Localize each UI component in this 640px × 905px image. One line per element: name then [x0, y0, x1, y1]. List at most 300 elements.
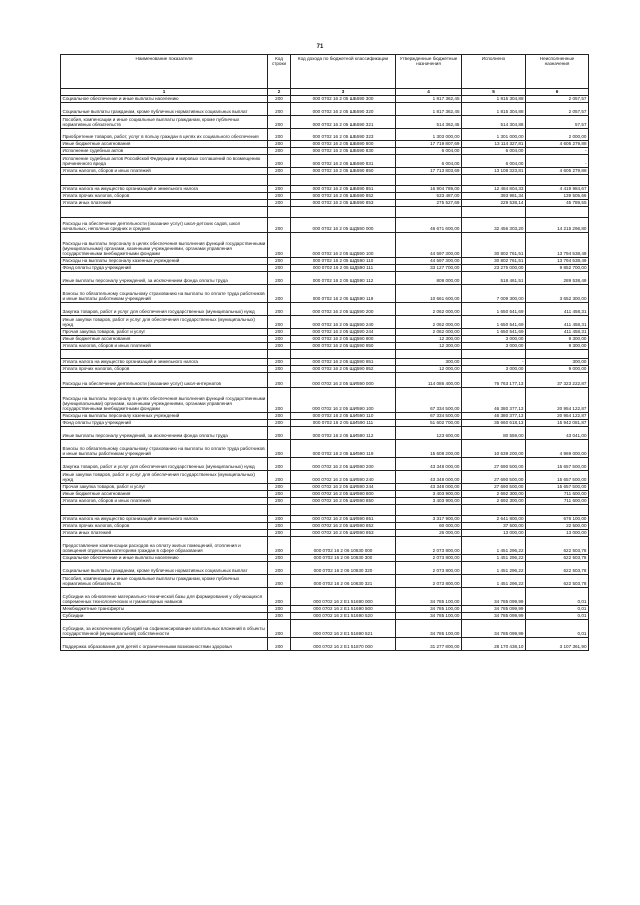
row-approved: 1 817 362,45: [396, 95, 462, 102]
row-unexecuted: 622 503,78: [526, 561, 589, 574]
table-row: [61, 365, 589, 372]
row-kbk: 000 0702 16 2 05 ШИ590 110: [291, 412, 396, 419]
row-kbk: 000 0702 16 2 05 ШИ590 851: [291, 515, 396, 522]
table-row: [61, 154, 589, 167]
row-approved: 12 300,00: [396, 335, 462, 342]
row-approved: 1 817 362,45: [396, 102, 462, 115]
row-approved: 44 597 300,00: [396, 232, 462, 257]
table-row: [61, 522, 589, 529]
table-row: [61, 174, 589, 185]
row-code: 200: [268, 102, 291, 115]
row-unexecuted: 0,01: [526, 605, 589, 612]
table-row: [61, 185, 589, 192]
row-kbk: 000 0702 16 2 05 ШИ590 111: [291, 419, 396, 426]
row-approved: 808 000,00: [396, 271, 462, 284]
row-approved: 67 334 500,00: [396, 412, 462, 419]
table-row: [61, 284, 589, 302]
row-unexecuted: -: [526, 147, 589, 154]
row-approved: 26 000,00: [396, 529, 462, 536]
row-unexecuted: 22 500,00: [526, 522, 589, 529]
row-code: 200: [268, 619, 291, 637]
row-approved: 17 713 803,69: [396, 167, 462, 174]
row-code: [268, 504, 291, 515]
row-unexecuted: 4 605 279,88: [526, 167, 589, 174]
row-unexecuted: 139 505,66: [526, 192, 589, 199]
row-approved: 2 062 000,00: [396, 315, 462, 328]
row-unexecuted: 45 789,55: [526, 199, 589, 206]
table-row: [61, 426, 589, 439]
column-number: 1: [61, 89, 268, 96]
row-name: Уплата налога на имущество организаций и земельного налога: [61, 185, 268, 192]
row-approved: 46 671 600,00: [396, 217, 462, 232]
row-executed: 6 004,00: [462, 147, 526, 154]
row-name: Прочая закупка товаров, работ и услуг: [61, 328, 268, 335]
header-indicator-name: Наименование показателя: [61, 55, 268, 89]
row-code: 200: [268, 637, 291, 650]
row-executed: 80 559,00: [462, 426, 526, 439]
row-unexecuted: [526, 504, 589, 515]
row-name: Социальные выплаты гражданам, кроме публичных нормативных социальных выплат: [61, 561, 268, 574]
row-code: 200: [268, 497, 291, 504]
row-approved: 3 403 900,00: [396, 490, 462, 497]
row-kbk: 000 0702 16 2 05 ШБ590 323: [291, 128, 396, 140]
row-executed: 13 108 323,81: [462, 167, 526, 174]
row-unexecuted: [526, 174, 589, 185]
row-unexecuted: 20 954 122,87: [526, 387, 589, 412]
row-name: Социальное обеспечение и иные выплаты населению: [61, 554, 268, 561]
row-approved: 17 719 807,69: [396, 140, 462, 147]
row-unexecuted: 9 300,00: [526, 342, 589, 349]
row-name: [61, 174, 268, 185]
row-executed: 76 763 177,13: [462, 372, 526, 387]
row-code: 200: [268, 232, 291, 257]
row-executed: 1 650 541,69: [462, 302, 526, 315]
table-row: [61, 342, 589, 349]
row-code: 200: [268, 365, 291, 372]
row-code: 200: [268, 536, 291, 554]
row-name: Уплата налога на имущество организаций и земельного налога: [61, 358, 268, 365]
row-unexecuted: [526, 206, 589, 217]
row-executed: 393 981,34: [462, 192, 526, 199]
row-unexecuted: 43 041,00: [526, 426, 589, 439]
row-name: Субсидии: [61, 612, 268, 619]
row-approved: 34 785 100,00: [396, 587, 462, 605]
table-row: [61, 529, 589, 536]
row-executed: 1 451 296,22: [462, 574, 526, 587]
row-kbk: 000 0702 16 2 E1 51870 000: [291, 637, 396, 650]
row-name: Закупка товаров, работ и услуг для обеспечения государственных (муниципальных) нужд: [61, 302, 268, 315]
row-approved: 34 785 100,00: [396, 605, 462, 612]
row-kbk: [291, 504, 396, 515]
row-code: 200: [268, 387, 291, 412]
row-executed: 34 785 099,99: [462, 612, 526, 619]
row-code: 200: [268, 561, 291, 574]
row-unexecuted: 300,00: [526, 358, 589, 365]
table-row: [61, 167, 589, 174]
row-name: Прочая закупка товаров, работ и услуг: [61, 483, 268, 490]
row-approved: 2 062 000,00: [396, 302, 462, 315]
row-unexecuted: 676 100,00: [526, 515, 589, 522]
row-code: 200: [268, 457, 291, 470]
row-unexecuted: 20 954 122,87: [526, 412, 589, 419]
row-unexecuted: 0,01: [526, 619, 589, 637]
table-row: [61, 490, 589, 497]
table-row: [61, 574, 589, 587]
row-kbk: 000 0702 16 2 05 ШИ590 119: [291, 439, 396, 457]
row-name: Уплата иных платежей: [61, 529, 268, 536]
row-name: Иные выплаты персоналу учреждений, за исключением фонда оплаты труда: [61, 271, 268, 284]
row-approved: 44 597 300,00: [396, 257, 462, 264]
row-unexecuted: 4 419 984,67: [526, 185, 589, 192]
row-kbk: 000 0702 16 2 05 ШБ590 853: [291, 199, 396, 206]
row-name: Иные закупки товаров, работ и услуг для обеспечения государственных (муниципальных) нужд: [61, 315, 268, 328]
row-executed: 27 690 500,00: [462, 457, 526, 470]
row-unexecuted: 13 794 538,49: [526, 257, 589, 264]
table-row: [61, 387, 589, 412]
row-approved: [396, 206, 462, 217]
row-approved: 6 004,00: [396, 154, 462, 167]
table-row: [61, 232, 589, 257]
row-executed: 32 456 303,20: [462, 217, 526, 232]
row-name: Расходы на выплаты персоналу казенных учреждений: [61, 412, 268, 419]
row-executed: 3 000,00: [462, 335, 526, 342]
table-row: [61, 497, 589, 504]
table-row: [61, 102, 589, 115]
row-kbk: 000 0702 16 2 05 ШД590 850: [291, 342, 396, 349]
row-name: Уплата налогов, сборов и иных платежей: [61, 342, 268, 349]
row-code: 200: [268, 95, 291, 102]
table-row: [61, 128, 589, 140]
row-code: 200: [268, 587, 291, 605]
table-row: [61, 372, 589, 387]
row-name: Поддержка образования для детей с ограниченными возможностями здоровья: [61, 637, 268, 650]
row-approved: [396, 349, 462, 358]
row-name: Фонд оплаты труда учреждений: [61, 419, 268, 426]
row-code: [268, 349, 291, 358]
table-row: [61, 315, 589, 328]
row-executed: 1 815 304,88: [462, 95, 526, 102]
column-number: 4: [396, 89, 462, 96]
row-code: 200: [268, 554, 291, 561]
row-name: Иные бюджетные ассигнования: [61, 490, 268, 497]
row-approved: 3 317 900,00: [396, 515, 462, 522]
row-unexecuted: 15 942 081,87: [526, 419, 589, 426]
table-row: [61, 619, 589, 637]
row-executed: [462, 206, 526, 217]
row-unexecuted: 57,57: [526, 115, 589, 128]
column-number: 6: [526, 89, 589, 96]
row-approved: 3 403 900,00: [396, 497, 462, 504]
row-executed: 1 650 541,69: [462, 328, 526, 335]
row-approved: 15 608 200,00: [396, 439, 462, 457]
row-kbk: 000 0702 16 2 05 ШБ590 852: [291, 192, 396, 199]
row-name: Закупка товаров, работ и услуг для обеспечения государственных (муниципальных) нужд: [61, 457, 268, 470]
row-code: 200: [268, 412, 291, 419]
table-row: [61, 439, 589, 457]
row-name: Уплата налогов, сборов и иных платежей: [61, 167, 268, 174]
row-executed: 518 461,51: [462, 271, 526, 284]
row-unexecuted: 622 503,78: [526, 574, 589, 587]
row-name: Социальное обеспечение и иные выплаты населению: [61, 95, 268, 102]
table-row: [61, 515, 589, 522]
row-executed: 13 000,00: [462, 529, 526, 536]
row-name: Уплата прочих налогов, сборов: [61, 365, 268, 372]
row-code: 200: [268, 147, 291, 154]
row-approved: 43 348 000,00: [396, 483, 462, 490]
row-kbk: 000 0702 16 2 05 ШД590 110: [291, 257, 396, 264]
row-kbk: 000 0702 16 2 05 ШД590 200: [291, 302, 396, 315]
table-row: [61, 147, 589, 154]
row-unexecuted: 289 538,49: [526, 271, 589, 284]
table-row: [61, 536, 589, 554]
row-name: Пособия, компенсации и иные социальные выплаты гражданам, кроме публичных нормативных обязательств: [61, 115, 268, 128]
row-kbk: 000 0702 16 2 05 ШИ590 850: [291, 497, 396, 504]
row-kbk: 000 0702 16 2 05 ШД590 851: [291, 358, 396, 365]
row-kbk: 000 0702 16 2 06 10630 320: [291, 561, 396, 574]
row-approved: 1 303 000,00: [396, 128, 462, 140]
row-unexecuted: 9 852 700,00: [526, 264, 589, 271]
row-name: Иные бюджетные ассигнования: [61, 140, 268, 147]
row-code: 200: [268, 342, 291, 349]
row-kbk: 000 0702 16 2 05 ШД590 100: [291, 232, 396, 257]
row-unexecuted: 622 503,78: [526, 536, 589, 554]
table-row: [61, 95, 589, 102]
row-executed: 229 538,14: [462, 199, 526, 206]
row-unexecuted: 711 600,00: [526, 497, 589, 504]
row-executed: 10 639 200,00: [462, 439, 526, 457]
row-unexecuted: 3 107 361,90: [526, 637, 589, 650]
row-code: 200: [268, 483, 291, 490]
row-approved: 300,00: [396, 358, 462, 365]
row-approved: [396, 504, 462, 515]
row-unexecuted: 15 657 500,00: [526, 483, 589, 490]
row-kbk: 000 0702 16 2 05 ШД590 244: [291, 328, 396, 335]
column-number: 2: [268, 89, 291, 96]
row-kbk: 000 0702 16 2 05 ШИ590 000: [291, 372, 396, 387]
row-unexecuted: 411 458,31: [526, 302, 589, 315]
row-name: Иные закупки товаров, работ и услуг для обеспечения государственных (муниципальных) нужд: [61, 470, 268, 483]
row-approved: 31 277 800,00: [396, 637, 462, 650]
row-name: Уплата налога на имущество организаций и земельного налога: [61, 515, 268, 522]
row-executed: 6 004,00: [462, 154, 526, 167]
table-row: [61, 587, 589, 605]
row-executed: 34 785 099,99: [462, 587, 526, 605]
row-executed: 35 660 618,13: [462, 419, 526, 426]
row-kbk: 000 0702 16 2 05 ШИ590 200: [291, 457, 396, 470]
row-approved: 2 073 800,00: [396, 574, 462, 587]
row-approved: 33 127 700,00: [396, 264, 462, 271]
row-code: 200: [268, 185, 291, 192]
table-row: [61, 637, 589, 650]
row-code: 200: [268, 192, 291, 199]
row-kbk: 000 0702 16 2 05 ШБ590 321: [291, 115, 396, 128]
row-name: Пособия, компенсации и иные социальные выплаты гражданам, кроме публичных нормативных обязательств: [61, 574, 268, 587]
table-row: [61, 554, 589, 561]
row-kbk: 000 0702 16 2 05 ШБ590 830: [291, 147, 396, 154]
row-code: 200: [268, 419, 291, 426]
row-unexecuted: 9 300,00: [526, 335, 589, 342]
table-row: [61, 302, 589, 315]
table-row: [61, 271, 589, 284]
row-executed: 1 301 000,00: [462, 128, 526, 140]
row-name: Взносы по обязательному социальному страхованию на выплаты по оплате труда работников и иные выплаты работникам учреждений: [61, 284, 268, 302]
row-approved: 6 004,00: [396, 147, 462, 154]
row-code: 200: [268, 128, 291, 140]
row-approved: 34 785 100,00: [396, 619, 462, 637]
column-number: 5: [462, 89, 526, 96]
table-row: [61, 605, 589, 612]
row-code: 200: [268, 372, 291, 387]
row-executed: 23 275 000,00: [462, 264, 526, 271]
table-row: [61, 470, 589, 483]
header-line-code: Код строки: [268, 55, 291, 89]
table-row: [61, 457, 589, 470]
table-row: [61, 335, 589, 342]
row-name: Социальные выплаты гражданам, кроме публичных нормативных социальных выплат: [61, 102, 268, 115]
row-approved: 2 073 800,00: [396, 554, 462, 561]
row-approved: 16 904 789,00: [396, 185, 462, 192]
row-unexecuted: 13 000,00: [526, 529, 589, 536]
row-unexecuted: 711 600,00: [526, 490, 589, 497]
row-executed: 46 380 377,13: [462, 412, 526, 419]
header-approved: Утвержденные бюджетные назначения: [396, 55, 462, 89]
row-executed: [462, 349, 526, 358]
row-executed: 3 000,00: [462, 342, 526, 349]
table-row: [61, 192, 589, 199]
row-kbk: 000 0702 16 2 05 ШД590 111: [291, 264, 396, 271]
column-number-row: [61, 89, 589, 96]
row-approved: 60 000,00: [396, 522, 462, 529]
table-row: [61, 483, 589, 490]
row-code: 200: [268, 264, 291, 271]
row-kbk: 000 0702 16 2 05 ШД590 240: [291, 315, 396, 328]
row-approved: 514 362,45: [396, 115, 462, 128]
row-approved: [396, 174, 462, 185]
row-code: 200: [268, 315, 291, 328]
row-executed: 1 451 296,22: [462, 554, 526, 561]
row-kbk: 000 0702 16 2 05 ШБ590 831: [291, 154, 396, 167]
row-name: Субсидии на обновление материально-технической базы для формирования у обучающихся современных технологических и гуманитарных навыков: [61, 587, 268, 605]
table-row: [61, 140, 589, 147]
page-number: 71: [316, 44, 324, 50]
row-kbk: 000 0702 16 2 05 ШИ590 800: [291, 490, 396, 497]
row-name: Расходы на обеспечение деятельности (оказание услуг) школ-детских садов, школ начальных, неполных средних и средних: [61, 217, 268, 232]
row-kbk: 000 0702 16 2 06 10630 000: [291, 536, 396, 554]
row-code: 200: [268, 140, 291, 147]
row-unexecuted: 3 652 300,00: [526, 284, 589, 302]
row-kbk: 000 0702 16 2 05 ШБ590 850: [291, 167, 396, 174]
row-unexecuted: 15 657 500,00: [526, 457, 589, 470]
row-name: [61, 206, 268, 217]
row-code: [268, 206, 291, 217]
row-approved: 2 073 800,00: [396, 536, 462, 554]
row-kbk: 000 0702 16 2 05 ШД590 852: [291, 365, 396, 372]
row-unexecuted: 4 605 279,88: [526, 140, 589, 147]
row-code: 200: [268, 167, 291, 174]
row-name: Иные выплаты персоналу учреждений, за исключением фонда оплаты труда: [61, 426, 268, 439]
row-executed: 37 500,00: [462, 522, 526, 529]
row-kbk: [291, 349, 396, 358]
row-kbk: 000 0702 16 2 05 ШИ590 853: [291, 529, 396, 536]
row-approved: 12 000,00: [396, 365, 462, 372]
row-kbk: 000 0702 16 2 05 ШИ590 100: [291, 387, 396, 412]
row-unexecuted: [526, 349, 589, 358]
row-executed: [462, 504, 526, 515]
row-code: 200: [268, 271, 291, 284]
row-kbk: 000 0702 16 2 05 ШД590 800: [291, 335, 396, 342]
table-row: [61, 612, 589, 619]
row-name: [61, 349, 268, 358]
row-code: 200: [268, 439, 291, 457]
row-approved: 275 527,69: [396, 199, 462, 206]
column-number: 3: [291, 89, 396, 96]
row-kbk: 000 0702 16 2 05 ШИ590 112: [291, 426, 396, 439]
row-kbk: 000 0702 16 2 05 ШБ590 320: [291, 102, 396, 115]
row-kbk: 000 0702 16 2 E1 51690 521: [291, 619, 396, 637]
row-unexecuted: 37 323 222,87: [526, 372, 589, 387]
row-code: 200: [268, 335, 291, 342]
row-kbk: 000 0702 16 2 05 ШИ590 852: [291, 522, 396, 529]
row-executed: 46 380 377,13: [462, 387, 526, 412]
table-row: [61, 419, 589, 426]
row-approved: 10 661 600,00: [396, 284, 462, 302]
header-row: [61, 55, 589, 89]
row-code: 200: [268, 470, 291, 483]
row-approved: 43 348 000,00: [396, 470, 462, 483]
row-unexecuted: 13 794 538,49: [526, 232, 589, 257]
row-code: 200: [268, 284, 291, 302]
row-kbk: 000 0702 16 2 E1 51690 520: [291, 612, 396, 619]
row-executed: 1 815 304,88: [462, 102, 526, 115]
row-name: Исполнение судебных актов Российской Федерации и мировых соглашений по возмещению причиненного вреда: [61, 154, 268, 167]
row-unexecuted: 2 057,57: [526, 95, 589, 102]
row-name: Фонд оплаты труда учреждений: [61, 264, 268, 271]
table-row: [61, 358, 589, 365]
row-approved: 114 086 400,00: [396, 372, 462, 387]
header-revenue-code: Код дохода по бюджетной классификации: [291, 55, 396, 89]
row-kbk: 000 0702 16 2 05 ШД590 112: [291, 271, 396, 284]
row-unexecuted: -: [526, 154, 589, 167]
row-executed: 27 690 500,00: [462, 483, 526, 490]
row-executed: 1 451 296,22: [462, 561, 526, 574]
row-unexecuted: 9 000,00: [526, 365, 589, 372]
row-code: 200: [268, 328, 291, 335]
row-kbk: 000 0702 16 2 05 ШБ590 851: [291, 185, 396, 192]
row-kbk: 000 0702 16 2 E1 51690 500: [291, 605, 396, 612]
row-unexecuted: 0,01: [526, 612, 589, 619]
header-unexecuted: Неисполненные назначения: [526, 55, 589, 89]
row-code: 200: [268, 217, 291, 232]
table-row: [61, 349, 589, 358]
row-executed: 12 484 804,33: [462, 185, 526, 192]
row-approved: 2 062 000,00: [396, 328, 462, 335]
row-code: 200: [268, 574, 291, 587]
row-approved: 67 334 500,00: [396, 387, 462, 412]
row-executed: 2 692 300,00: [462, 497, 526, 504]
row-unexecuted: 14 215 296,80: [526, 217, 589, 232]
row-code: 200: [268, 612, 291, 619]
row-name: [61, 504, 268, 515]
row-code: 200: [268, 426, 291, 439]
row-unexecuted: 15 657 500,00: [526, 470, 589, 483]
row-unexecuted: 2 057,57: [526, 102, 589, 115]
row-name: Уплата налогов, сборов и иных платежей: [61, 497, 268, 504]
table-row: [61, 199, 589, 206]
row-kbk: 000 0702 16 2 05 ШИ590 244: [291, 483, 396, 490]
row-executed: 28 170 438,10: [462, 637, 526, 650]
row-executed: 13 114 327,81: [462, 140, 526, 147]
row-code: 200: [268, 257, 291, 264]
